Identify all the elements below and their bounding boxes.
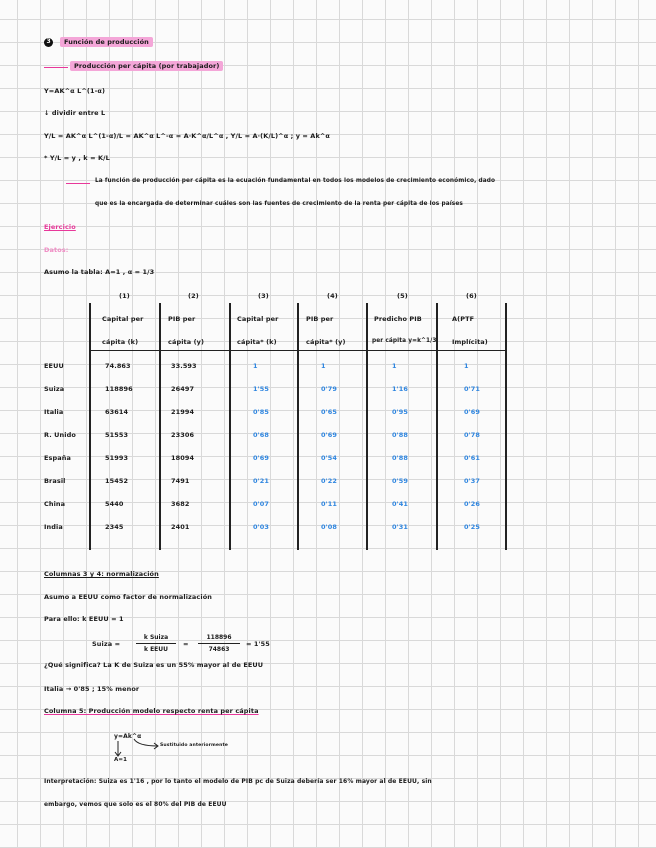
row-country: India bbox=[44, 523, 63, 531]
table-cell: 0'11 bbox=[321, 500, 337, 508]
table-cell: 1'55 bbox=[253, 385, 269, 393]
col-header: A(PTF bbox=[452, 315, 475, 323]
subtitle-line bbox=[44, 67, 68, 68]
calc-numerator: k Suiza bbox=[143, 634, 169, 641]
table-divider bbox=[89, 303, 91, 550]
calc-eq: = bbox=[183, 640, 189, 648]
table-cell: 51993 bbox=[105, 454, 129, 462]
formula-2: ↓ dividir entre L bbox=[44, 109, 106, 117]
table-cell: 51553 bbox=[105, 431, 129, 439]
table-cell: 1 bbox=[321, 362, 326, 370]
col-header: cápita (y) bbox=[168, 338, 205, 346]
row-country: Suiza bbox=[44, 385, 65, 393]
col-number: (5) bbox=[397, 292, 408, 300]
table-cell: 15452 bbox=[105, 477, 129, 485]
fraction-bar bbox=[136, 643, 176, 644]
row-country: EEUU bbox=[44, 362, 64, 370]
calc-denominator: k EEUU bbox=[143, 646, 169, 653]
row-country: R. Unido bbox=[44, 431, 76, 439]
table-cell: 0'71 bbox=[464, 385, 480, 393]
col-header: Capital per bbox=[237, 315, 279, 323]
interpretation-line-1: Interpretación: Suiza es 1'16 , por lo tanto el modelo de PIB pc de Suiza debería ser 16% mayor al de EEUU, sin bbox=[44, 778, 432, 785]
table-cell: 1 bbox=[392, 362, 397, 370]
table-header-line bbox=[89, 350, 507, 351]
table-cell: 0'07 bbox=[253, 500, 269, 508]
question-line: ¿Qué significa? La K de Suiza es un 55% mayor al de EEUU bbox=[44, 661, 264, 669]
table-cell: 7491 bbox=[171, 477, 190, 485]
table-cell: 5440 bbox=[105, 500, 124, 508]
row-country: Italia bbox=[44, 408, 64, 416]
diagram-top: y=Ak^α bbox=[114, 733, 142, 740]
table-divider bbox=[505, 303, 507, 550]
table-cell: 0'88 bbox=[392, 454, 408, 462]
data-label: Datos: bbox=[44, 246, 69, 254]
col-header: Predicho PIB bbox=[374, 315, 422, 323]
calc-numerator: 118896 bbox=[206, 634, 232, 641]
table-cell: 2345 bbox=[105, 523, 124, 531]
normalization-line: Asumo a EEUU como factor de normalización bbox=[44, 593, 212, 601]
table-cell: 0'85 bbox=[253, 408, 269, 416]
col-number: (4) bbox=[327, 292, 338, 300]
assumption: Asumo la tabla: A=1 , α = 1/3 bbox=[44, 268, 155, 276]
table-divider bbox=[366, 303, 368, 550]
table-cell: 0'65 bbox=[321, 408, 337, 416]
diagram-note: Sustituido anteriormente bbox=[160, 743, 228, 748]
normalization-line: Para ello: k EEUU = 1 bbox=[44, 615, 124, 623]
table-cell: 0'37 bbox=[464, 477, 480, 485]
row-country: España bbox=[44, 454, 71, 462]
diagram-bottom: A=1 bbox=[114, 757, 127, 763]
col-header: PIB per bbox=[306, 315, 334, 323]
table-cell: 0'21 bbox=[253, 477, 269, 485]
table-cell: 0'78 bbox=[464, 431, 480, 439]
table-cell: 33.593 bbox=[171, 362, 197, 370]
col-number: (2) bbox=[188, 292, 199, 300]
col-header: per cápita y=k^1/3 bbox=[372, 338, 437, 344]
table-cell: 0'08 bbox=[321, 523, 337, 531]
col-header: cápita* (y) bbox=[306, 338, 346, 346]
calc-lhs: Suiza = bbox=[92, 640, 121, 648]
interpretation-line-2: embargo, vemos que solo es el 80% del PIB de EEUU bbox=[44, 801, 227, 808]
formula-4: * Y/L = y , k = K/L bbox=[44, 154, 110, 162]
subtitle: Producción per cápita (por trabajador) bbox=[70, 61, 223, 71]
table-cell: 0'25 bbox=[464, 523, 480, 531]
table-divider bbox=[229, 303, 231, 550]
table-cell: 74.863 bbox=[105, 362, 131, 370]
table-cell: 0'41 bbox=[392, 500, 408, 508]
table-cell: 0'69 bbox=[321, 431, 337, 439]
col-header: Capital per bbox=[102, 315, 144, 323]
table-cell: 0'59 bbox=[392, 477, 408, 485]
formula-3: Y/L = AK^α L^(1-α)/L = AK^α L^-α = A·K^α/L^α , Y/L = A·(K/L)^α ; y = Ak^α bbox=[44, 132, 330, 140]
table-cell: 1'16 bbox=[392, 385, 408, 393]
table-cell: 0'79 bbox=[321, 385, 337, 393]
italia-line: Italia → 0'85 ; 15% menor bbox=[44, 685, 140, 693]
table-cell: 0'31 bbox=[392, 523, 408, 531]
columns-title: Columnas 3 y 4: normalización bbox=[44, 570, 159, 578]
calc-denominator: 74863 bbox=[208, 646, 230, 653]
table-cell: 0'69 bbox=[253, 454, 269, 462]
calc-result: = 1'55 bbox=[246, 640, 270, 648]
table-cell: 0'95 bbox=[392, 408, 408, 416]
row-country: Brasil bbox=[44, 477, 66, 485]
col-number: (6) bbox=[466, 292, 477, 300]
table-cell: 0'61 bbox=[464, 454, 480, 462]
col-number: (3) bbox=[258, 292, 269, 300]
note-line bbox=[66, 183, 90, 184]
section-title: Función de producción bbox=[60, 37, 153, 47]
table-cell: 0'54 bbox=[321, 454, 337, 462]
note-line-2: que es la encargada de determinar cuáles son las fuentes de crecimiento de la renta per cápita de los países bbox=[95, 201, 463, 207]
table-cell: 0'88 bbox=[392, 431, 408, 439]
table-cell: 0'69 bbox=[464, 408, 480, 416]
table-cell: 1 bbox=[464, 362, 469, 370]
table-cell: 23306 bbox=[171, 431, 195, 439]
table-cell: 21994 bbox=[171, 408, 195, 416]
table-cell: 63614 bbox=[105, 408, 129, 416]
col-number: (1) bbox=[119, 292, 130, 300]
col-header: Implícita) bbox=[452, 338, 488, 346]
col-header: cápita (k) bbox=[102, 338, 139, 346]
column5-title: Columna 5: Producción modelo respecto renta per cápita bbox=[44, 707, 259, 715]
formula-1: Y=AK^α L^(1-α) bbox=[44, 87, 106, 95]
table-cell: 0'22 bbox=[321, 477, 337, 485]
section-number: 3 bbox=[46, 38, 51, 45]
col-header: PIB per bbox=[168, 315, 196, 323]
table-cell: 2401 bbox=[171, 523, 190, 531]
fraction-bar bbox=[198, 643, 240, 644]
table-cell: 18094 bbox=[171, 454, 195, 462]
table-cell: 3682 bbox=[171, 500, 190, 508]
table-divider bbox=[297, 303, 299, 550]
note-line-1: La función de producción per cápita es la ecuación fundamental en todos los modelos de crecimiento económico, dado bbox=[95, 178, 496, 184]
table-cell: 118896 bbox=[105, 385, 133, 393]
table-divider bbox=[159, 303, 161, 550]
exercise-label: Ejercicio bbox=[44, 223, 76, 231]
table-cell: 1 bbox=[253, 362, 258, 370]
row-country: China bbox=[44, 500, 66, 508]
col-header: cápita* (k) bbox=[237, 338, 277, 346]
table-cell: 0'03 bbox=[253, 523, 269, 531]
table-cell: 0'26 bbox=[464, 500, 480, 508]
table-cell: 26497 bbox=[171, 385, 195, 393]
table-cell: 0'68 bbox=[253, 431, 269, 439]
